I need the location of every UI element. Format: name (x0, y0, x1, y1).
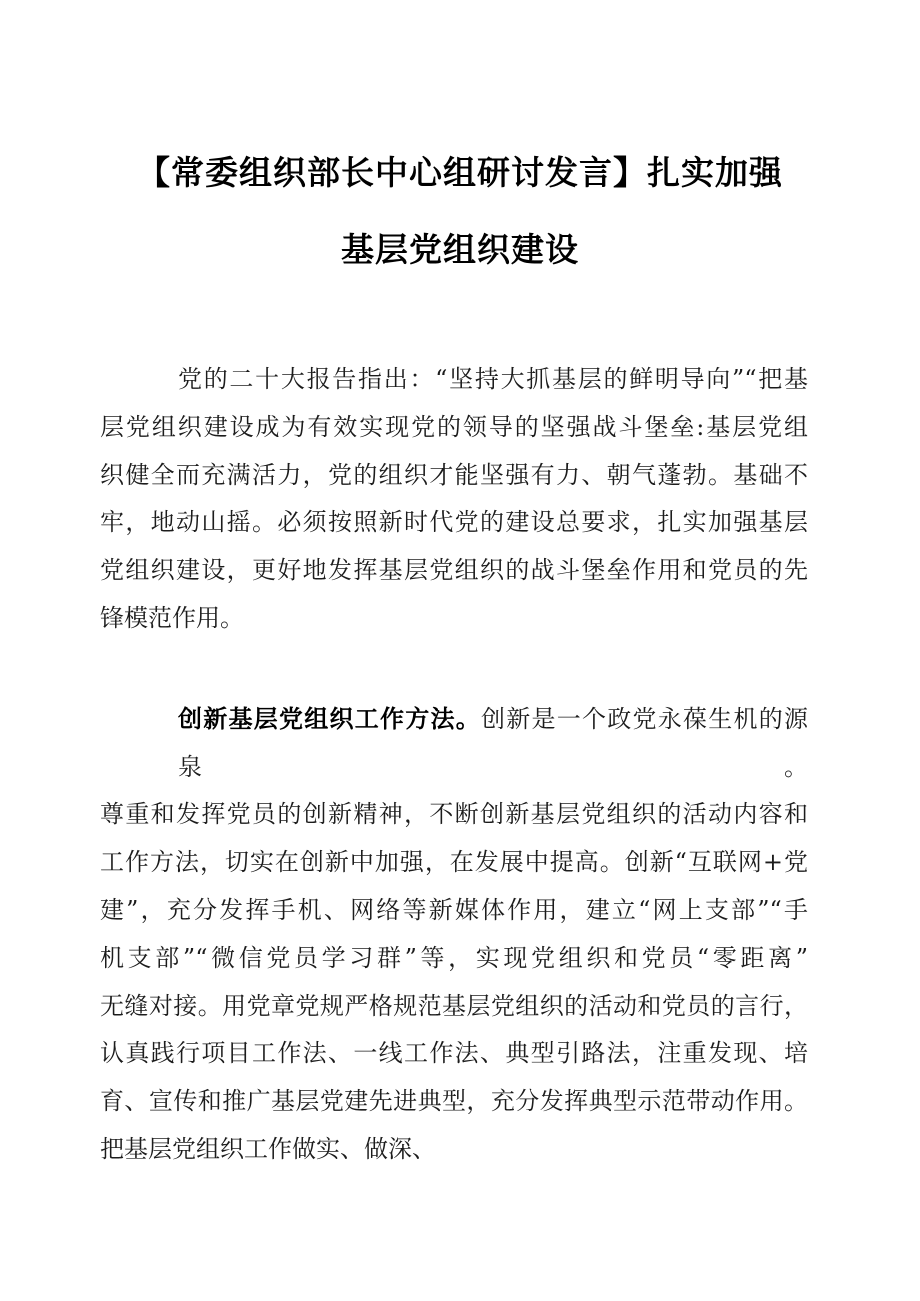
paragraph-1 (100, 356, 808, 643)
text-segment: 织健全而充满活力，党的组织才能坚强有力、朝气蓬勃。基础不 (100, 460, 808, 489)
text-segment: 工作方法，切实在创新中加强，在发展中提高。创新“互联网+党 (100, 848, 808, 877)
text-line (100, 935, 808, 983)
text-line (100, 356, 808, 404)
text-segment: 把基层党组织工作做实、做深、 (100, 1134, 436, 1163)
text-segment: 层党组织建设成为有效实现党的领导的坚强战斗堡垒:基层党组 (100, 412, 808, 441)
text-line (100, 983, 808, 1031)
text-line (100, 595, 808, 643)
document-title-line-2: 基层党组织建设 (341, 230, 579, 269)
text-segment: 锋模范作用。 (100, 603, 244, 632)
document-title-line-1: 【常委组织部长中心组研讨发言】扎实加强 (137, 153, 783, 192)
text-line (100, 839, 808, 887)
text-line (100, 547, 808, 595)
text-segment: 党组织建设，更好地发挥基层党组织的战斗堡垒作用和党员的先 (100, 556, 808, 585)
text-segment: 建”，充分发挥手机、网络等新媒体作用，建立“网上支部”“手 (100, 895, 808, 924)
text-segment: 牢，地动山摇。必须按照新时代党的建设总要求，扎实加强基层 (100, 508, 808, 537)
text-line (100, 404, 808, 452)
text-line (100, 452, 808, 500)
text-segment: 创新是一个政党永葆生机的源泉。 (178, 704, 808, 781)
text-line (100, 696, 808, 792)
document-body (100, 356, 808, 1174)
bold-lead-in: 创新基层党组织工作方法。 (178, 704, 481, 733)
text-line (100, 499, 808, 547)
text-segment: 机支部”“微信党员学习群”等，实现党组织和党员“零距离” (100, 943, 808, 972)
text-segment: 认真践行项目工作法、一线工作法、典型引路法，注重发现、培 (100, 1039, 808, 1068)
text-segment: 尊重和发挥党员的创新精神，不断创新基层党组织的活动内容和 (100, 800, 808, 829)
text-line (100, 887, 808, 935)
text-segment: 育、宣传和推广基层党建先进典型，充分发挥典型示范带动作用。 (100, 1087, 808, 1116)
text-line (100, 791, 808, 839)
paragraph-2 (100, 696, 808, 1174)
text-segment: 无缝对接。用党章党规严格规范基层党组织的活动和党员的言行， (100, 991, 808, 1020)
text-segment: 党的二十大报告指出：“坚持大抓基层的鲜明导向”“把基 (178, 365, 808, 393)
text-line (100, 1078, 808, 1126)
text-line (100, 1126, 808, 1174)
document-title (0, 0, 920, 288)
text-line (100, 1030, 808, 1078)
